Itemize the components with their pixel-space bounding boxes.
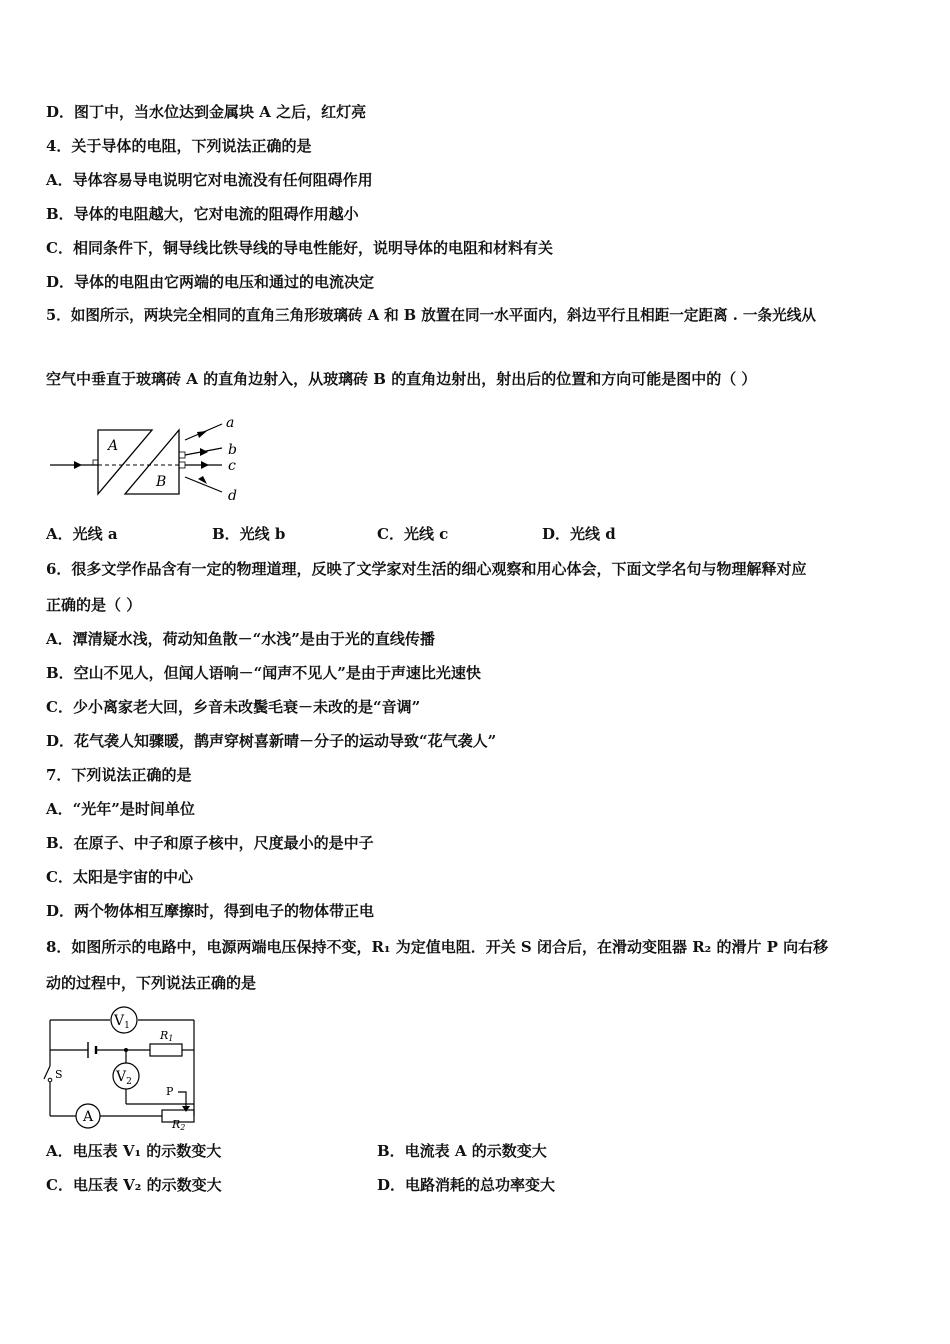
q7-option-b: B．在原子、中子和原子核中，尺度最小的是中子 <box>46 834 374 852</box>
q4-option-d: D．导体的电阻由它两端的电压和通过的电流决定 <box>46 273 375 291</box>
q5-option-a: A．光线 a <box>46 525 118 543</box>
switch-label: S <box>55 1068 63 1081</box>
option-d-previous: D．图丁中，当水位达到金属块 A 之后，红灯亮 <box>46 103 367 121</box>
v2-subscript: 2 <box>126 1077 132 1087</box>
svg-text:R2 <box>171 1118 185 1130</box>
q6-option-a: A．潭清疑水浅，荷动知鱼散－“水浅”是由于光的直线传播 <box>46 630 435 648</box>
r1-subscript: 1 <box>168 1034 174 1043</box>
prism-a-label: A <box>108 438 119 454</box>
slider-label: P <box>166 1085 174 1098</box>
q5-option-d: D．光线 d <box>542 525 616 543</box>
r1-label: R <box>160 1029 169 1042</box>
ray-b-label: b <box>228 442 237 458</box>
ammeter-label: A <box>83 1109 94 1125</box>
q6-option-b: B．空山不见人，但闻人语响－“闻声不见人”是由于声速比光速快 <box>46 664 481 682</box>
r2-label: R <box>172 1118 181 1130</box>
q8-option-b: B．电流表 A 的示数变大 <box>377 1142 547 1160</box>
q8-option-d: D．电路消耗的总功率变大 <box>377 1176 556 1194</box>
question-5-stem-line2: 空气中垂直于玻璃砖 A 的直角边射入，从玻璃砖 B 的直角边射出，射出后的位置和方向可能是图中的（ ） <box>46 370 757 388</box>
question-4-stem: 4．关于导体的电阻，下列说法正确的是 <box>46 137 312 155</box>
q7-option-d: D．两个物体相互摩擦时，得到电子的物体带正电 <box>46 902 375 920</box>
q6-option-d: D．花气袭人知骤暖，鹊声穿树喜新晴－分子的运动导致“花气袭人” <box>46 732 497 750</box>
v1-label: V <box>114 1013 125 1029</box>
q7-option-c: C．太阳是宇宙的中心 <box>46 868 193 886</box>
q5-option-b: B．光线 b <box>212 525 286 543</box>
question-5-stem-line1: 5．如图所示，两块完全相同的直角三角形玻璃砖 A 和 B 放置在同一水平面内，斜边平行且相距一定距离 . 一条光线从 <box>46 307 816 324</box>
q8-option-a: A．电压表 V₁ 的示数变大 <box>46 1142 222 1160</box>
question-8-stem-line2: 动的过程中，下列说法正确的是 <box>46 974 257 992</box>
ray-d-label: d <box>228 488 237 504</box>
q4-option-c: C．相同条件下，铜导线比铁导线的导电性能好，说明导体的电阻和材料有关 <box>46 239 553 257</box>
circuit-figure <box>40 1006 204 1130</box>
question-6-stem-line1: 6．很多文学作品含有一定的物理道理，反映了文学家对生活的细心观察和用心体会，下面文学名句与物理解释对应 <box>46 560 807 578</box>
q4-option-b: B．导体的电阻越大，它对电流的阻碍作用越小 <box>46 205 359 223</box>
q7-option-a: A．“光年”是时间单位 <box>46 800 195 818</box>
question-8-stem-line1: 8．如图所示的电路中，电源两端电压保持不变，R₁ 为定值电阻．开关 S 闭合后，在滑动变阻器 R₂ 的滑片 P 向右移 <box>46 938 829 956</box>
svg-text:R1 <box>159 1029 173 1043</box>
prism-figure <box>46 408 256 508</box>
v2-label: V <box>116 1069 127 1085</box>
v1-subscript: 1 <box>124 1021 130 1031</box>
q5-option-c: C．光线 c <box>377 525 449 543</box>
q8-option-c: C．电压表 V₂ 的示数变大 <box>46 1176 222 1194</box>
ray-c-label: c <box>228 458 236 474</box>
question-6-stem-line2: 正确的是（ ） <box>46 596 142 614</box>
q6-option-c: C．少小离家老大回，乡音未改鬓毛衰－未改的是“音调” <box>46 698 421 716</box>
ray-a-label: a <box>226 415 235 431</box>
prism-b-label: B <box>156 474 167 490</box>
question-7-stem: 7．下列说法正确的是 <box>46 766 192 784</box>
q4-option-a: A．导体容易导电说明它对电流没有任何阻碍作用 <box>46 171 373 189</box>
r2-subscript: 2 <box>180 1123 186 1130</box>
